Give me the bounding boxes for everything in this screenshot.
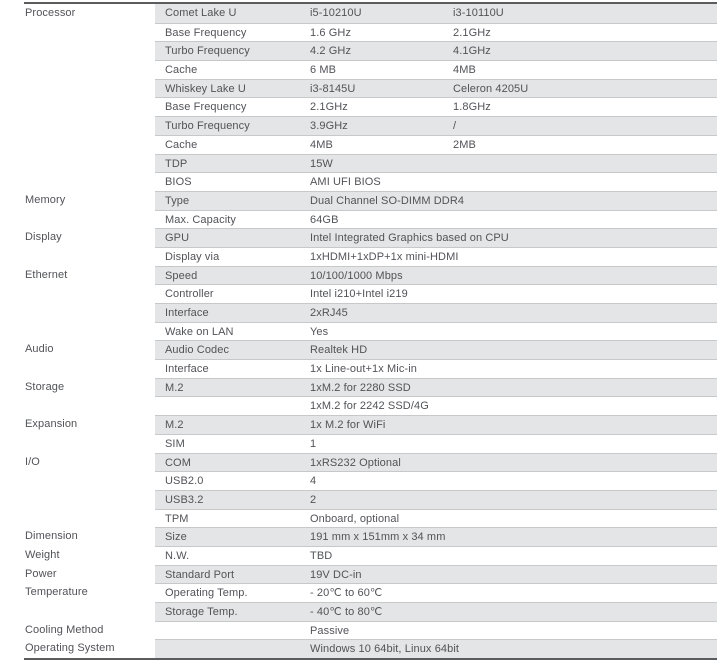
- spec-row: [24, 135, 717, 154]
- category-label: [24, 602, 155, 621]
- spec-row-body: [155, 322, 717, 341]
- spec-value: 1x Line-out+1x Mic-in: [310, 363, 417, 376]
- spec-row-body: [155, 602, 717, 621]
- spec-value: 19V DC-in: [310, 568, 362, 581]
- spec-table: [24, 2, 717, 660]
- spec-row-body: [155, 41, 717, 60]
- category-label: Cooling Method: [24, 621, 155, 640]
- spec-row: [24, 266, 717, 285]
- spec-row: [24, 378, 717, 397]
- spec-row: [24, 546, 717, 565]
- spec-row: [24, 23, 717, 42]
- spec-name: USB2.0: [165, 475, 204, 488]
- spec-row: [24, 4, 717, 23]
- spec-row: [24, 41, 717, 60]
- spec-row: [24, 60, 717, 79]
- category-label: [24, 396, 155, 415]
- category-label: Memory: [24, 191, 155, 210]
- category-label: [24, 471, 155, 490]
- spec-value-1: 1.6 GHz: [310, 26, 352, 39]
- spec-value: Passive: [310, 624, 350, 637]
- spec-value: TBD: [310, 549, 333, 562]
- spec-row-body: [155, 116, 717, 135]
- spec-value-2: 4MB: [453, 64, 476, 77]
- spec-row-body: [155, 340, 717, 359]
- spec-name: [155, 397, 310, 415]
- spec-row-body: [155, 527, 717, 546]
- spec-row-body: [155, 434, 717, 453]
- spec-row: [24, 471, 717, 490]
- spec-name: Controller: [165, 288, 214, 301]
- category-label: [24, 79, 155, 98]
- spec-row: [24, 434, 717, 453]
- spec-value: Yes: [310, 325, 329, 338]
- spec-value: Onboard, optional: [310, 512, 400, 525]
- category-label: Processor: [24, 4, 155, 23]
- spec-value-2: Celeron 4205U: [453, 82, 529, 95]
- spec-row-body: [155, 97, 717, 116]
- spec-name: Cache: [165, 64, 198, 77]
- category-label: Storage: [24, 378, 155, 397]
- spec-row: [24, 453, 717, 472]
- spec-value: 1xM.2 for 2280 SSD: [310, 381, 411, 394]
- spec-row-body: [155, 378, 717, 397]
- category-label: [24, 247, 155, 266]
- spec-value: 15W: [310, 157, 333, 170]
- spec-name: Cache: [165, 138, 198, 151]
- spec-value: 2xRJ45: [310, 307, 348, 319]
- category-label: Weight: [24, 546, 155, 565]
- spec-value: Intel i210+Intel i219: [310, 288, 408, 301]
- spec-value-2: 2.1GHz: [453, 26, 491, 39]
- spec-value-2: 1.8GHz: [453, 101, 491, 114]
- spec-row-body: [155, 415, 717, 434]
- spec-value: 2: [310, 493, 317, 506]
- category-label: [24, 490, 155, 509]
- spec-name: Turbo Frequency: [165, 120, 250, 133]
- spec-row: [24, 639, 717, 658]
- spec-row-body: [155, 471, 717, 490]
- spec-name: Operating Temp.: [165, 587, 248, 600]
- spec-row-body: [155, 396, 717, 415]
- spec-value-1: i3-8145U: [310, 82, 356, 95]
- spec-row-body: [155, 284, 717, 303]
- category-label: Expansion: [24, 415, 155, 434]
- spec-row: [24, 191, 717, 210]
- spec-name: Standard Port: [165, 568, 235, 581]
- category-label: Audio: [24, 340, 155, 359]
- spec-row: [24, 284, 717, 303]
- category-label: [24, 210, 155, 229]
- category-label: [24, 359, 155, 378]
- spec-row: [24, 97, 717, 116]
- spec-row: [24, 228, 717, 247]
- category-label: [24, 60, 155, 79]
- spec-value: 4: [310, 475, 317, 488]
- spec-value: Windows 10 64bit, Linux 64bit: [310, 643, 460, 656]
- category-label: I/O: [24, 453, 155, 472]
- spec-row-body: [155, 191, 717, 210]
- category-label: [24, 41, 155, 60]
- spec-name: Base Frequency: [165, 26, 247, 39]
- category-label: [24, 116, 155, 135]
- category-label: Dimension: [24, 527, 155, 546]
- spec-value: - 20℃ to 60℃: [310, 587, 383, 600]
- spec-row: [24, 322, 717, 341]
- category-label: Ethernet: [24, 266, 155, 285]
- spec-name: TPM: [165, 512, 189, 525]
- spec-name: Max. Capacity: [165, 213, 236, 226]
- spec-name: COM: [165, 456, 191, 469]
- spec-row-body: [155, 247, 717, 266]
- spec-row-body: [155, 210, 717, 229]
- spec-row-body: [155, 135, 717, 154]
- spec-value: 1xRS232 Optional: [310, 456, 401, 469]
- category-label: [24, 97, 155, 116]
- category-label: Temperature: [24, 583, 155, 602]
- spec-value: 1xHDMI+1xDP+1x mini-HDMI: [310, 250, 459, 263]
- spec-value: - 40℃ to 80℃: [310, 606, 383, 618]
- spec-row: [24, 527, 717, 546]
- spec-row: [24, 509, 717, 528]
- spec-value-1: 2.1GHz: [310, 101, 348, 114]
- spec-value-1: i5-10210U: [310, 7, 362, 19]
- spec-row: [24, 583, 717, 602]
- category-label: [24, 303, 155, 322]
- spec-value-2: i3-10110U: [453, 7, 504, 19]
- spec-row-body: [155, 154, 717, 173]
- spec-name: Interface: [165, 363, 209, 376]
- spec-name: Whiskey Lake U: [165, 82, 246, 95]
- category-label: [24, 23, 155, 42]
- spec-row: [24, 172, 717, 191]
- category-label: [24, 154, 155, 173]
- spec-value-2: 2MB: [453, 138, 476, 151]
- spec-row: [24, 359, 717, 378]
- spec-name: Size: [165, 531, 187, 544]
- spec-name: Display via: [165, 250, 220, 263]
- spec-value-2: 4.1GHz: [453, 45, 491, 58]
- spec-name: [155, 622, 310, 640]
- spec-row: [24, 210, 717, 229]
- spec-value-1: 3.9GHz: [310, 120, 348, 133]
- spec-name: GPU: [165, 232, 190, 245]
- spec-value: 10/100/1000 Mbps: [310, 269, 403, 282]
- spec-value: 191 mm x 151mm x 34 mm: [310, 531, 446, 544]
- spec-name: Speed: [165, 269, 198, 282]
- spec-value: AMI UFI BIOS: [310, 176, 381, 189]
- spec-row: [24, 303, 717, 322]
- spec-row-body: [155, 266, 717, 285]
- spec-value-1: 4.2 GHz: [310, 45, 352, 58]
- spec-row-body: [155, 359, 717, 378]
- spec-name: Interface: [165, 307, 209, 319]
- category-label: Operating System: [24, 639, 155, 658]
- spec-row-body: [155, 228, 717, 247]
- spec-name: USB3.2: [165, 493, 204, 506]
- spec-value: Dual Channel SO-DIMM DDR4: [310, 194, 465, 207]
- spec-row-body: [155, 583, 717, 602]
- category-label: [24, 172, 155, 191]
- spec-row: [24, 621, 717, 640]
- spec-row: [24, 396, 717, 415]
- spec-value-1: 6 MB: [310, 64, 337, 77]
- spec-row: [24, 116, 717, 135]
- spec-row-body: [155, 4, 717, 23]
- spec-name: Audio Codec: [165, 344, 230, 357]
- spec-name: Storage Temp.: [165, 606, 238, 618]
- spec-row-body: [155, 453, 717, 472]
- spec-value: 64GB: [310, 213, 339, 226]
- spec-row: [24, 602, 717, 621]
- spec-row-body: [155, 621, 717, 640]
- spec-name: M.2: [165, 381, 184, 394]
- spec-name: SIM: [165, 437, 185, 450]
- category-label: Power: [24, 565, 155, 584]
- spec-value: 1: [310, 437, 317, 450]
- spec-name: Comet Lake U: [165, 7, 237, 19]
- spec-name: Type: [165, 194, 190, 207]
- spec-row-body: [155, 490, 717, 509]
- spec-value: 1xM.2 for 2242 SSD/4G: [310, 400, 429, 413]
- category-label: [24, 135, 155, 154]
- spec-name: BIOS: [165, 176, 192, 189]
- category-label: [24, 322, 155, 341]
- spec-row-body: [155, 60, 717, 79]
- spec-row: [24, 247, 717, 266]
- spec-value-2: /: [453, 120, 457, 133]
- spec-row: [24, 340, 717, 359]
- spec-name: Base Frequency: [165, 101, 247, 114]
- spec-value: 1x M.2 for WiFi: [310, 419, 386, 432]
- spec-name: [155, 640, 310, 658]
- spec-value: Intel Integrated Graphics based on CPU: [310, 232, 509, 245]
- spec-row: [24, 79, 717, 98]
- spec-row-body: [155, 565, 717, 584]
- spec-name: TDP: [165, 157, 188, 170]
- spec-row-body: [155, 509, 717, 528]
- spec-name: Wake on LAN: [165, 325, 234, 338]
- spec-row: [24, 415, 717, 434]
- spec-value: Realtek HD: [310, 344, 368, 357]
- spec-name: M.2: [165, 419, 184, 432]
- spec-row-body: [155, 546, 717, 565]
- category-label: Display: [24, 228, 155, 247]
- category-label: [24, 284, 155, 303]
- spec-row-body: [155, 23, 717, 42]
- category-label: [24, 434, 155, 453]
- spec-row: [24, 565, 717, 584]
- spec-name: Turbo Frequency: [165, 45, 250, 58]
- spec-row: [24, 490, 717, 509]
- spec-row-body: [155, 172, 717, 191]
- spec-row-body: [155, 303, 717, 322]
- spec-row: [24, 154, 717, 173]
- spec-row-body: [155, 639, 717, 658]
- spec-row-body: [155, 79, 717, 98]
- spec-name: N.W.: [165, 549, 190, 562]
- spec-value-1: 4MB: [310, 138, 333, 151]
- category-label: [24, 509, 155, 528]
